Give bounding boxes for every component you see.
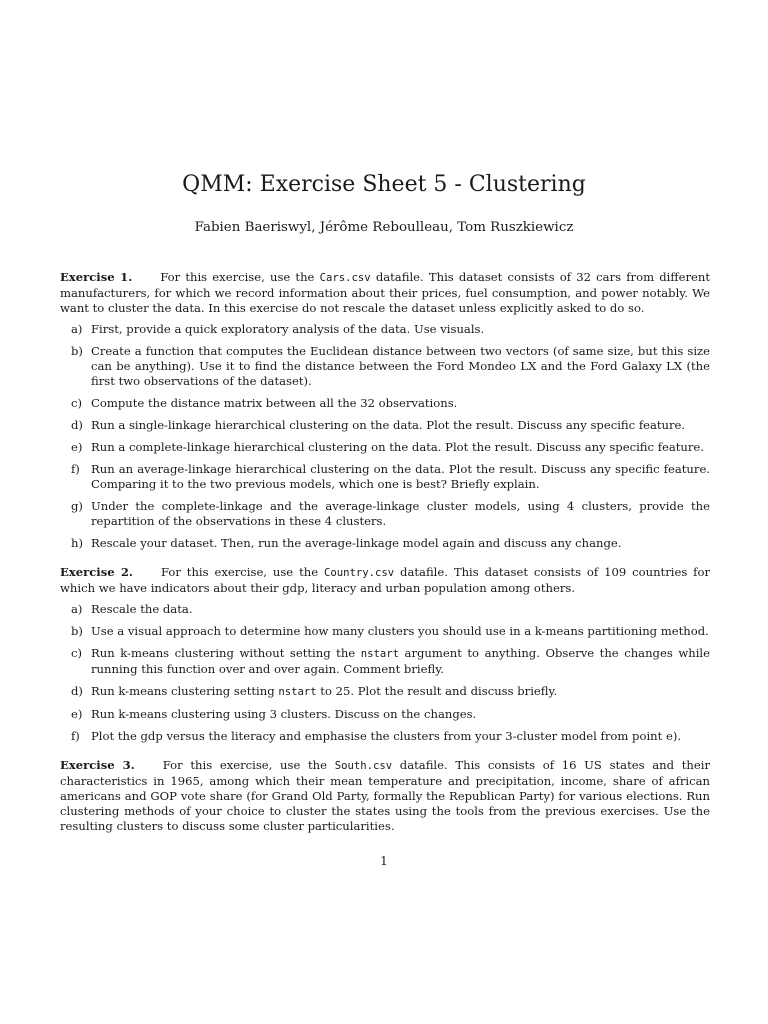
list-item: b) Create a function that computes the Euclidean distance between two vectors (of same size, but this size can be anything). Use it to find the distance between the Ford Mondeo LX and the Ford Galaxy LX (the first two observations of the dataset). [71, 344, 710, 388]
code-term: nstart [278, 686, 317, 698]
exercise-1 [60, 270, 710, 551]
filename: Country.csv [323, 567, 395, 579]
exercise-3-heading: Exercise 3. [60, 758, 135, 772]
list-item: c) Compute the distance matrix between all the 32 observations. [71, 396, 458, 410]
exercise-3 [60, 758, 710, 834]
list-item: a) First, provide a quick exploratory analysis of the data. Use visuals. [71, 322, 485, 336]
list-item: e) Run k-means clustering using 3 clusters. Discuss on the changes. [71, 707, 477, 721]
exercise-2 [60, 565, 710, 744]
page-title: QMM: Exercise Sheet 5 - Clustering [182, 172, 586, 197]
list-item: g) Under the complete-linkage and the average-linkage cluster models, using 4 clusters, provide the repartition of the observations in these 4 clusters. [71, 499, 710, 528]
authors-line: Fabien Baeriswyl, Jérôme Reboulleau, Tom Ruszkiewicz [194, 220, 574, 235]
filename: South.csv [334, 760, 393, 772]
list-item: f) Plot the gdp versus the literacy and emphasise the clusters from your 3-cluster model from point e). [71, 729, 682, 743]
list-item: e) Run a complete-linkage hierarchical clustering on the data. Plot the result. Discuss any specific feature. [71, 440, 704, 454]
list-item: d) Run a single-linkage hierarchical clustering on the data. Plot the result. Discuss any specific feature. [71, 418, 686, 432]
list-item: h) Rescale your dataset. Then, run the average-linkage model again and discuss any change. [71, 536, 622, 550]
list-item: d) Run k-means clustering setting nstart to 25. Plot the result and discuss briefly. [71, 684, 558, 698]
filename: Cars.csv [319, 272, 371, 284]
list-item: a) Rescale the data. [71, 602, 193, 616]
page-number: 1 [380, 854, 388, 868]
list-item: c) Run k-means clustering without setting the nstart argument to anything. Observe the changes while running this function over and over again. Comment briefly. [71, 646, 710, 676]
document-body [60, 270, 710, 848]
exercise-1-intro: Exercise 1. For this exercise, use the Cars.csv datafile. This dataset consists of 32 cars from different manufacturers, for which we record information about their prices, fuel consumption, and power notably. We want to cluster the data. In this exercise do not rescale the dataset unless explicitly asked to do so. [60, 270, 710, 315]
exercise-2-list [60, 602, 710, 744]
exercise-1-list [60, 322, 710, 551]
exercise-2-intro: Exercise 2. For this exercise, use the Country.csv datafile. This dataset consists of 109 countries for which we have indicators about their gdp, literacy and urban population among others. [60, 565, 710, 595]
list-item: b) Use a visual approach to determine how many clusters you should use in a k-means partitioning method. [71, 624, 709, 638]
code-term: nstart [360, 648, 399, 660]
exercise-1-heading: Exercise 1. [60, 270, 133, 284]
exercise-2-heading: Exercise 2. [60, 565, 133, 579]
list-item: f) Run an average-linkage hierarchical clustering on the data. Plot the result. Discuss any specific feature. Comparing it to the two previous models, which one is best? Briefly explain. [71, 462, 710, 491]
exercise-3-intro: Exercise 3. For this exercise, use the South.csv datafile. This consists of 16 US states and their characteristics in 1965, among which their mean temperature and precipitation, income, share of african americans and GOP vote share (for Grand Old Party, formally the Republican Party) for various elections. Run clustering methods of your choice to cluster the states using the tools from the previous exercises. Use the resulting clusters to discuss some cluster particularities. [60, 758, 710, 833]
